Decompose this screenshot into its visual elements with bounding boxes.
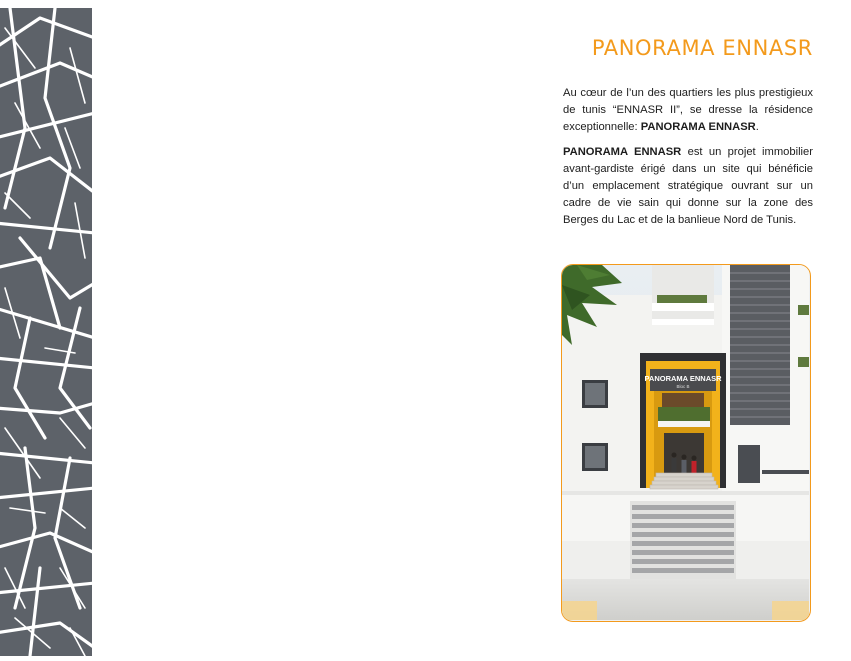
intro-period: . — [755, 121, 759, 133]
entrance-signage: PANORAMA ENNASR — [644, 374, 722, 383]
page-title: PANORAMA ENNASR — [591, 36, 813, 60]
building-rendering — [561, 264, 811, 622]
intro-text: Au cœur de l’un des quartiers les plus prestigieux de tunis “ENNASR II”, se dresse la résidence exceptionnelle: — [563, 87, 813, 133]
intro-paragraph — [563, 85, 813, 136]
entrance-signage-sub: Bloc B — [676, 384, 690, 389]
decorative-map-strip — [0, 8, 92, 656]
street-map-pattern — [0, 8, 92, 656]
description-text: est un projet immobilier avant-gardiste érigé dans un site qui bénéficie d’un emplacement stratégique ouvrant sur un cadre de vie sain qui donne sur la zone des Berges du Lac et de la banlieue Nord de Tunis. — [563, 146, 813, 226]
building-illustration — [562, 265, 809, 620]
description-project-name: PANORAMA ENNASR — [563, 146, 682, 158]
description-paragraph — [563, 144, 813, 229]
intro-project-name: PANORAMA ENNASR — [640, 121, 756, 133]
